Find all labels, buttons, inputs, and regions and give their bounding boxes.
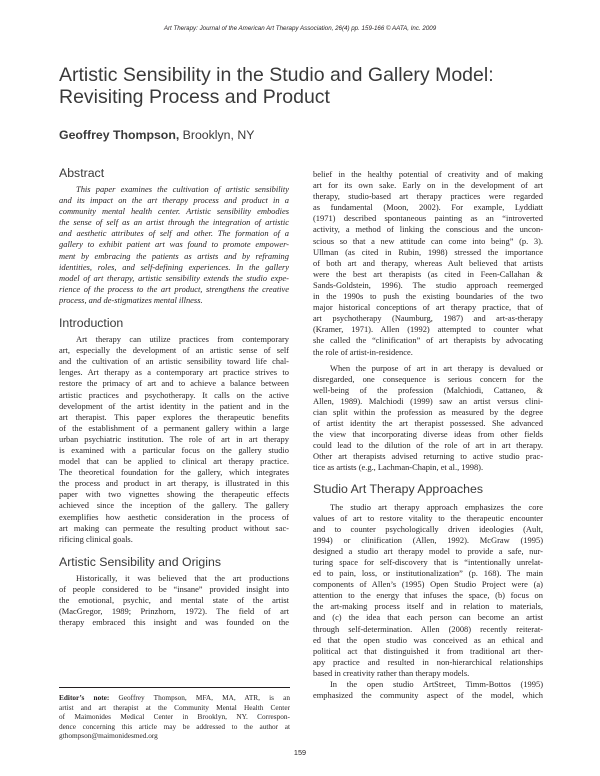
author-location: Brooklyn, NY <box>179 128 255 142</box>
text-line: development of the artist identity in the patient and in the <box>59 400 289 411</box>
body-paragraph <box>313 169 543 358</box>
left-column <box>59 166 289 628</box>
text-line: art making can permeate the resulting product without sac- <box>59 522 289 533</box>
text-line: gallery to exhibit patient art was found to promote empower- <box>59 239 289 250</box>
text-line: could lead to the dilution of the role of art in art therapy. <box>313 440 543 451</box>
text-line: art psychotherapy (Naumburg, 1987) and art-as-therapy <box>313 313 543 324</box>
text-line: therapy, studio-based art therapy practices were regarded <box>313 191 543 202</box>
text-line: and its impact on the art therapy process and product in a <box>59 195 289 206</box>
text-line: paper with two vignettes showing the therapeutic effects <box>59 489 289 500</box>
text-line: dence concerning this article may be addressed to the author at <box>59 721 290 731</box>
text-line: of Maimonides Medical Center in Brooklyn, NY. Correspon- <box>59 712 290 722</box>
text-line: based in creativity rather than therapy models. <box>313 667 470 678</box>
text-line: the view that incorporating diverse ideas from other fields <box>313 429 543 440</box>
text-line: art, especially the development of an artistic sense of self <box>59 345 289 356</box>
text-line: 1994) or clinification (Allen, 1992). McGraw (1995) <box>313 534 543 545</box>
introduction-text <box>59 334 289 545</box>
text-line: components of Allen’s (1995) Open Studio Project were (a) <box>313 579 543 590</box>
text-line: attention to the energy that infuses the space, (b) focus on <box>313 590 543 601</box>
text-line: achieved since the inception of the gallery. The gallery <box>59 500 289 511</box>
text-line: lenges. Art therapy as a contemporary art practice strives to <box>59 367 289 378</box>
text-line: belief in the healthy potential of creativity and of making <box>313 169 543 179</box>
text-line: the role of artist-in-residence. <box>313 346 413 357</box>
editor-note-text: Geoffrey Thompson, MFA, MA, ATR, is an <box>118 693 291 702</box>
text-line: apy practice and resulted in non-hierarchical relationships <box>313 656 543 667</box>
text-line: Ullman (as cited in Rubin, 1998) stressed the importance <box>313 246 543 257</box>
text-line: This paper examines the cultivation of artistic sensibility <box>76 184 289 194</box>
text-line: model that can be applied to clinical art therapy practice. <box>59 456 289 467</box>
text-line: the art-making process itself and in relation to materials, <box>313 601 543 612</box>
text-line: Sands-Goldstein, 1996). The studio approach reemerged <box>313 279 543 290</box>
text-line: urban psychiatric institution. The role of art in art therapy <box>59 433 289 444</box>
text-line: the process and product in art therapy, is illustrated in this <box>59 478 289 489</box>
text-line: rificing clinical goals. <box>59 533 133 544</box>
text-line: well-being of the profession (Malchiodi, Cattaneo, & <box>313 384 543 395</box>
text-line: Art therapy can utilize practices from contemporary <box>76 334 289 345</box>
text-line: political act that distinguished it from traditional art ther- <box>313 645 543 656</box>
introduction-heading: Introduction <box>59 316 124 331</box>
text-line: ed that the open studio was conceived as an ethical and <box>313 634 543 645</box>
text-line: values of art to restore vitality to the therapeutic encounter <box>313 512 543 523</box>
text-line: and to counter psychologically driven ideologies (Ault, <box>313 523 543 534</box>
text-line: (Kramer, 1971). Allen (1992) attempted to counter what <box>313 324 543 335</box>
text-line: major historical conceptions of art therapy practice, that of <box>313 302 543 313</box>
text-line: activity, a method of linking the conscious and the uncon- <box>313 224 543 235</box>
text-line: In the open studio ArtStreet, Timm-Bottos (1995) <box>330 679 543 690</box>
text-line: of the establishment of a permanent gallery within a large <box>59 422 289 433</box>
page-number: 159 <box>293 748 307 757</box>
text-line: When the purpose of art in art therapy is devalued or <box>330 362 543 373</box>
text-line: and (c) the idea that each person can become an artist <box>313 612 543 623</box>
text-line: restore the primacy of art and to achieve a balance between <box>59 378 289 389</box>
text-line: The studio art therapy approach emphasizes the core <box>330 501 543 512</box>
text-line: through self-determination. Allen (2008) recently reiterat- <box>313 623 543 634</box>
abstract-heading: Abstract <box>59 166 105 180</box>
footnote-rule <box>59 687 290 688</box>
text-line: Allen, 1989). Malchiodi (1999) saw an artist versus clini- <box>313 395 543 406</box>
title-line: Revisiting Process and Product <box>59 86 330 108</box>
author-email[interactable]: gthompson@maimonidesmed.org <box>59 731 158 741</box>
text-line: as fundamental (Moon, 2002). For example, Lyddiatt <box>313 202 543 213</box>
text-line: the emotional, psychic, and mental state of the artist <box>59 595 289 605</box>
author-name: Geoffrey Thompson, <box>59 128 180 142</box>
editor-note <box>59 693 290 741</box>
text-line: emphasized the community aspect of the model, which <box>313 690 543 701</box>
text-line: were the best art therapists (as cited in Feen-Callahan & <box>313 268 543 279</box>
running-head: Art Therapy: Journal of the American Art Therapy Association, 26(4) pp. 159-166 © AATA, Inc. 2009 <box>163 25 437 32</box>
article-title <box>59 64 539 108</box>
text-line: the sense of self as an artist through the integration of artistic <box>59 217 289 228</box>
text-line: Historically, it was believed that the art productions <box>76 572 289 583</box>
text-line: The theoretical foundation for the gallery, which integrates <box>59 467 289 478</box>
text-line: ed to pain, loss, or institutionalization” (p. 168). The main <box>313 568 543 579</box>
text-line: model of art therapy, artistic sensibility extends the studio expe- <box>59 272 289 283</box>
text-line: art therapist. This paper explores the therapeutic benefits <box>59 411 289 422</box>
text-line: art for its own sake. Early on in the development of art <box>313 180 543 191</box>
text-line: designed a studio art therapy model to provide a safe, nur- <box>313 545 543 556</box>
origins-heading: Artistic Sensibility and Origins <box>59 554 221 569</box>
text-line: (MacGregor, 1989; Prinzhorn, 1972). The field of art <box>59 606 289 617</box>
studio-text <box>313 502 543 702</box>
text-line: tice as artists (e.g., Lachman-Chapin, et al., 1998). <box>313 462 484 473</box>
text-line: and the cultivation of an artistic sensibility toward life chal- <box>59 356 289 367</box>
abstract-text <box>59 184 289 306</box>
text-line: exemplifies how aesthetic consideration in the process of <box>59 511 289 522</box>
text-line: identities, roles, and self-defining experiences. In the gallery <box>59 261 289 272</box>
text-line: therapy embraced this insight and was founded on the <box>59 617 289 628</box>
text-line: cian split within the profession as measured by the degree <box>313 406 543 417</box>
body-paragraph <box>313 363 543 474</box>
text-line: process, and de-stigmatizes mental illness. <box>59 294 203 305</box>
text-line: she called the “clinification” of art therapists by advocating <box>313 335 543 346</box>
text-line: in the 1990s to push the existing boundaries of the two <box>313 291 543 302</box>
text-line: is examined with a particular focus on the gallery studio <box>59 444 289 455</box>
origins-text <box>59 573 289 628</box>
text-line: rience of the process to the art product, strengthens the creative <box>59 283 289 294</box>
text-line: of artist identity the art therapist possessed. She advanced <box>313 418 543 429</box>
text-line: artist and art therapist at the Community Mental Health Center <box>59 702 290 712</box>
text-line: of people considered to be “insane” provided insight into <box>59 583 289 594</box>
text-line: turing space for self-discovery that is “intentionally unrelat- <box>313 557 543 567</box>
text-line <box>59 693 290 703</box>
editor-note-label: Editor’s note: <box>59 693 110 702</box>
text-line: ment by embracing the patients as artists and by reframing <box>59 250 289 261</box>
text-line: and aesthetic attributes of self and other. The formation of a <box>59 228 289 239</box>
text-line: Other art therapists advised returning to active studio prac- <box>313 451 543 462</box>
title-line: Artistic Sensibility in the Studio and Gallery Model: <box>59 64 494 86</box>
text-line: artistic practices and psychotherapy. It calls on the active <box>59 389 289 400</box>
text-line: community mental health center. Artistic sensibility embodies <box>59 206 289 217</box>
text-line: scious so that a new attitude can come into being” (p. 3). <box>313 235 543 246</box>
right-column <box>313 169 543 701</box>
author-byline <box>59 128 254 142</box>
text-line: of both art and therapy, whereas Ault believed that artists <box>313 257 543 268</box>
text-line: (1971) described spontaneous painting as an “introverted <box>313 213 543 224</box>
studio-heading: Studio Art Therapy Approaches <box>313 481 483 496</box>
text-line: disregarded, one consequence is serious concern for the <box>313 373 543 384</box>
